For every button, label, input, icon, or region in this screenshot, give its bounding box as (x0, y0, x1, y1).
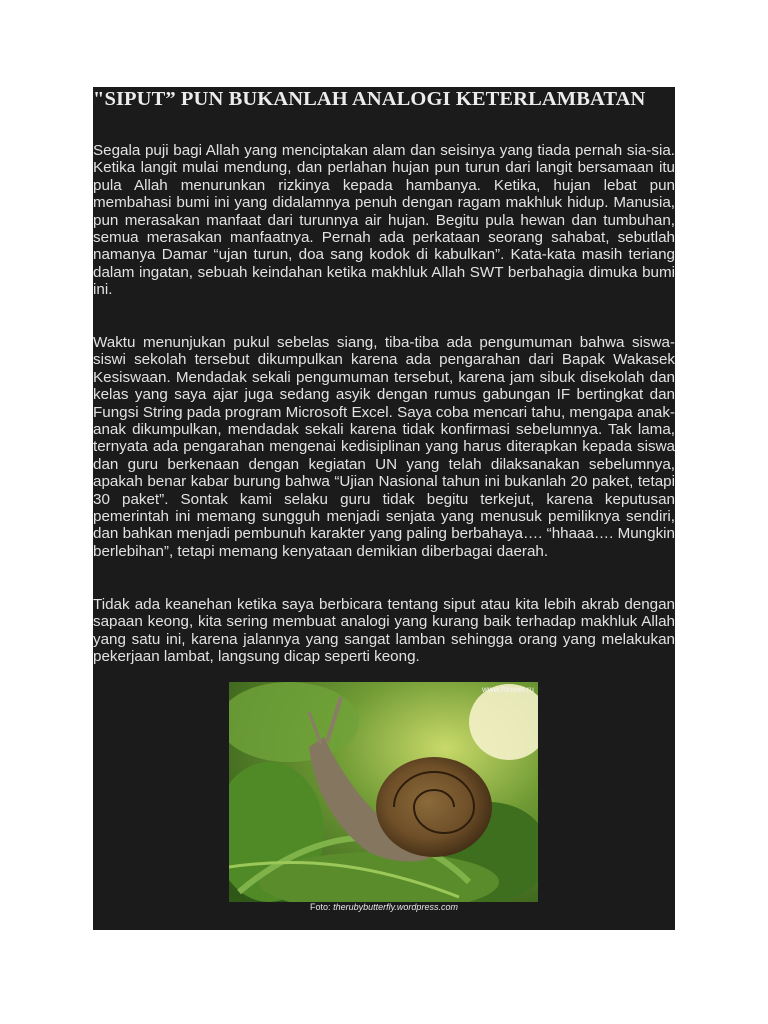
paragraph-1: Segala puji bagi Allah yang menciptakan alam dan seisinya yang tiada pernah sia-sia. Ketika langit mulai mendung, dan perlahan hujan pun turun dari langit bersamaan itu pula Allah menurunkan rizkinya kepada hambanya. Ketika, hujan lebat pun membahasi bumi ini yang didalamnya penuh dengan ragam makhluk hidup. Manusia, pun merasakan manfaat dari turunnya air hujan. Begitu pula hewan dan tumbuhan, semua merasakan manfaatnya. Pernah ada perkataan seorang sahabat, sebutlah namanya Damar “ujan turun, doa sang kodok di kabulkan”. Kata-kata masih teriang dalam ingatan, sebuah keindahan ketika makhluk Allah SWT berbahagia dimuka bumi ini. (93, 142, 675, 299)
article-title: "SIPUT” PUN BUKANLAH ANALOGI KETERLAMBATAN (93, 88, 646, 110)
article-page (93, 87, 675, 930)
snail-photo (229, 682, 538, 902)
caption-prefix: Foto: (310, 902, 334, 912)
photo-watermark: www.fonwer.ru (481, 685, 534, 694)
snail-illustration (229, 682, 538, 902)
caption-source: therubybutterfly.wordpress.com (333, 902, 458, 912)
paragraph-2: Waktu menunjukan pukul sebelas siang, tiba-tiba ada pengumuman bahwa siswa-siswi sekolah tersebut dikumpulkan karena ada pengarahan dari Bapak Wakasek Kesiswaan. Mendadak sekali pengumuman tersebut, karena jam sibuk disekolah dan kelas yang saya ajar juga sedang asyik dengan rumus gabungan IF bertingkat dan Fungsi String pada program Microsoft Excel. Saya coba mencari tahu, mengapa anak-anak dikumpulkan, mendadak sekali karena tidak konfirmasi sebelumnya. Tak lama, ternyata ada pengarahan mengenai kedisiplinan yang harus diterapkan kepada siswa dan guru berkenaan dengan kegiatan UN yang telah dilaksanakan sebelumnya, apakah benar kabar burung bahwa “Ujian Nasional tahun ini bukanlah 20 paket, tetapi 30 paket”. Sontak kami selaku guru tidak begitu terkejut, karena keputusan pemerintah ini memang sungguh menjadi senjata yang menusuk pemiliknya sendiri, dan bahkan menjadi pembunuh karakter yang paling berbahaya…. “hhaaa…. Mungkin berlebihan”, tetapi memang kenyataan demikian diberbagai daerah. (93, 334, 675, 560)
paragraph-3: Tidak ada keanehan ketika saya berbicara tentang siput atau kita lebih akrab dengan sapaan keong, kita sering membuat analogi yang kurang baik terhadap makhluk Allah yang satu ini, karena jalannya yang sangat lamban sehingga orang yang melakukan pekerjaan lambat, langsung dicap seperti keong. (93, 596, 675, 666)
photo-caption (93, 902, 675, 912)
